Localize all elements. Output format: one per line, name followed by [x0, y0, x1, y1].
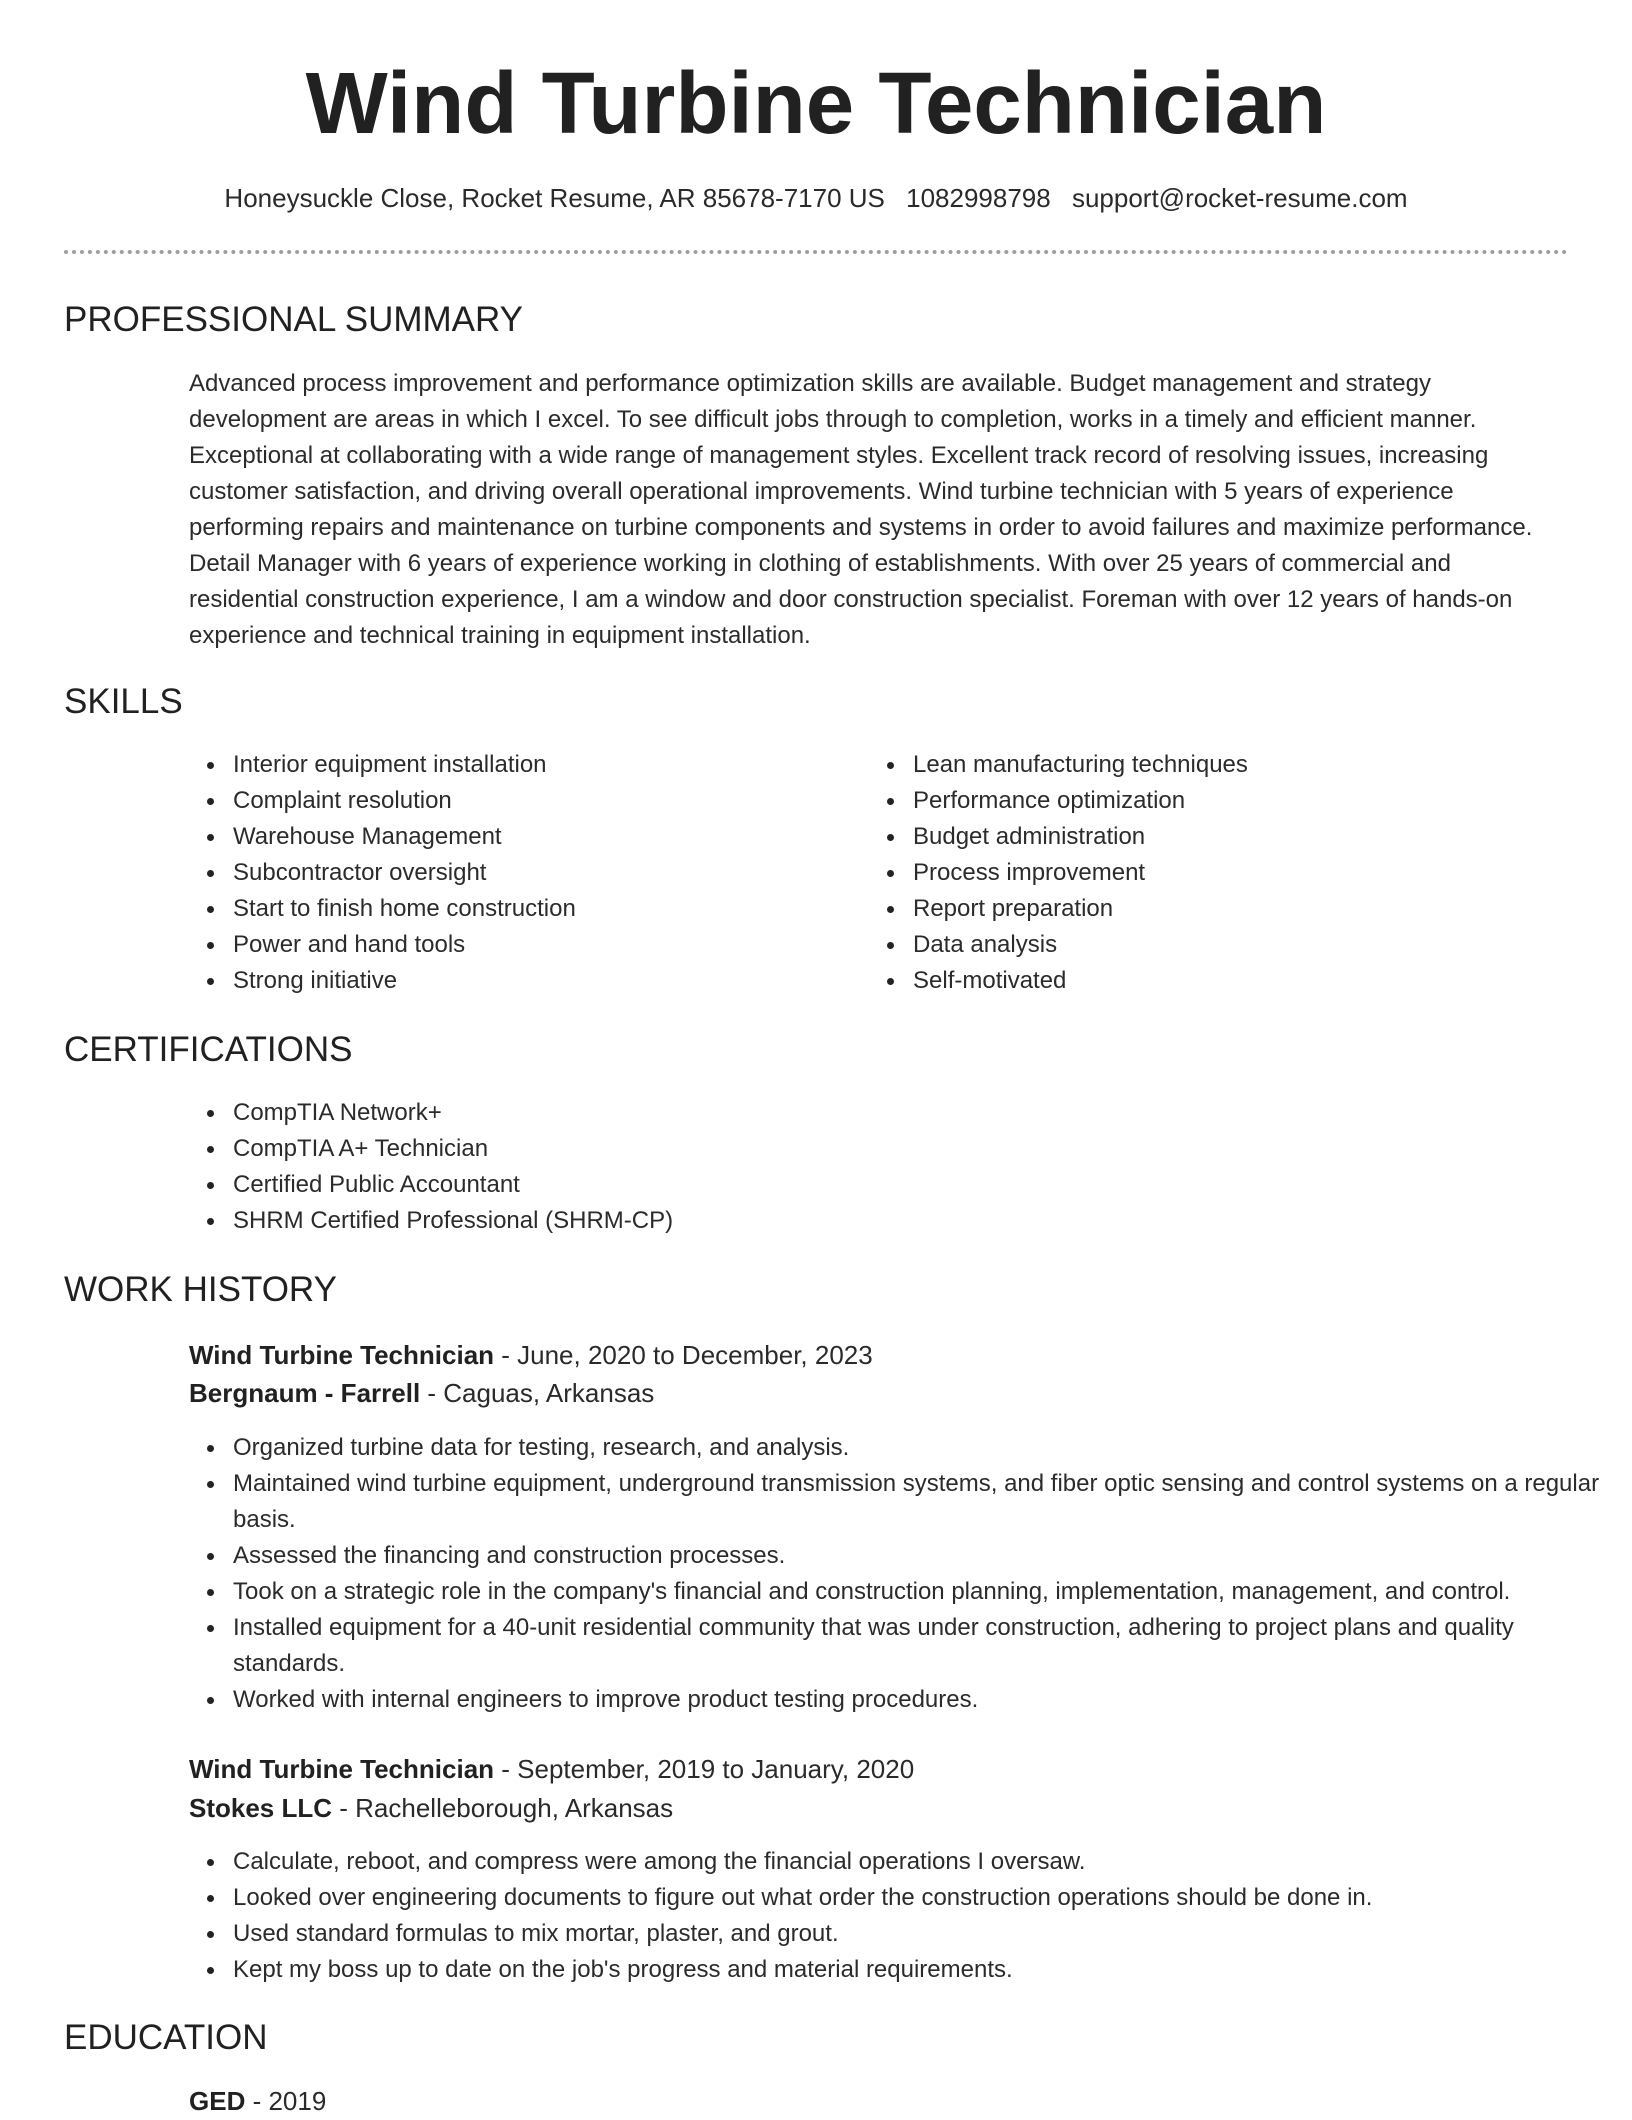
- section-title-work-history: WORK HISTORY: [64, 1270, 337, 1309]
- contact-email: support@rocket-resume.com: [1071, 183, 1408, 213]
- job-dates: - June, 2020 to December, 2023: [494, 1340, 873, 1370]
- education-degree: GED: [189, 2086, 246, 2116]
- list-item: Warehouse Management: [233, 819, 833, 855]
- job-1-company-line: [189, 1374, 654, 1412]
- list-item: Lean manufacturing techniques: [913, 747, 1513, 783]
- list-item: Start to finish home construction: [233, 891, 833, 927]
- education-year: - 2019: [245, 2086, 327, 2116]
- list-item: Took on a strategic role in the company's financial and construction planning, implementation, management, and control.: [233, 1574, 1613, 1610]
- list-item: Installed equipment for a 40-unit residential community that was under construction, adhering to project plans and quality standards.: [233, 1610, 1613, 1682]
- contact-address: Honeysuckle Close, Rocket Resume, AR 85678-7170 US: [224, 183, 885, 213]
- contact-line: [0, 180, 1632, 216]
- list-item: Data analysis: [913, 927, 1513, 963]
- list-item: Budget administration: [913, 819, 1513, 855]
- list-item: Report preparation: [913, 891, 1513, 927]
- list-item: Looked over engineering documents to figure out what order the construction operations should be done in.: [233, 1880, 1613, 1916]
- list-item: Self-motivated: [913, 963, 1513, 999]
- job-location: - Caguas, Arkansas: [420, 1378, 655, 1408]
- list-item: CompTIA Network+: [233, 1095, 1533, 1131]
- list-item: SHRM Certified Professional (SHRM-CP): [233, 1203, 1533, 1239]
- job-2-title-line: [189, 1750, 914, 1788]
- job-1-bullets: [189, 1430, 1613, 1718]
- resume-title: Wind Turbine Technician: [305, 55, 1327, 152]
- job-company: Bergnaum - Farrell: [189, 1378, 421, 1408]
- job-1-title-line: [189, 1336, 873, 1374]
- job-company: Stokes LLC: [189, 1793, 333, 1823]
- list-item: Worked with internal engineers to improve product testing procedures.: [233, 1682, 1613, 1718]
- job-role: Wind Turbine Technician: [189, 1754, 495, 1784]
- section-title-certifications: CERTIFICATIONS: [64, 1030, 353, 1069]
- list-item: Process improvement: [913, 855, 1513, 891]
- list-item: CompTIA A+ Technician: [233, 1131, 1533, 1167]
- section-title-skills: SKILLS: [64, 682, 183, 721]
- list-item: Complaint resolution: [233, 783, 833, 819]
- list-item: Calculate, reboot, and compress were among the financial operations I oversaw.: [233, 1844, 1613, 1880]
- section-title-summary: PROFESSIONAL SUMMARY: [64, 300, 523, 339]
- summary-text: Advanced process improvement and performance optimization skills are available. Budget management and strategy development are areas in which I excel. To see difficult jobs through to completion, works in a timely and efficient manner. Exceptional at collaborating with a wide range of management styles. Excellent track record of resolving issues, increasing customer satisfaction, and driving overall operational improvements. Wind turbine technician with 5 years of experience performing repairs and maintenance on turbine components and systems in order to avoid failures and maximize performance. Detail Manager with 6 years of experience working in clothing of establishments. With over 25 years of commercial and residential construction experience, I am a window and door construction specialist. Foreman with over 12 years of hands-on experience and technical training in equipment installation.: [189, 370, 1533, 649]
- list-item: Subcontractor oversight: [233, 855, 833, 891]
- list-item: Assessed the financing and construction processes.: [233, 1538, 1613, 1574]
- header-divider: [64, 250, 1568, 254]
- job-location: - Rachelleborough, Arkansas: [332, 1793, 674, 1823]
- job-dates: - September, 2019 to January, 2020: [494, 1754, 915, 1784]
- job-2-company-line: [189, 1789, 673, 1827]
- job-2-bullets: [189, 1844, 1613, 1988]
- job-role: Wind Turbine Technician: [189, 1340, 495, 1370]
- list-item: Maintained wind turbine equipment, underground transmission systems, and fiber optic sensing and control systems on a regular basis.: [233, 1466, 1613, 1538]
- education-line: [189, 2082, 326, 2120]
- skills-list-left: [189, 747, 833, 999]
- list-item: Power and hand tools: [233, 927, 833, 963]
- list-item: Interior equipment installation: [233, 747, 833, 783]
- section-title-education: EDUCATION: [64, 2018, 268, 2057]
- list-item: Organized turbine data for testing, research, and analysis.: [233, 1430, 1613, 1466]
- list-item: Certified Public Accountant: [233, 1167, 1533, 1203]
- list-item: Kept my boss up to date on the job's progress and material requirements.: [233, 1952, 1613, 1988]
- contact-phone: 1082998798: [906, 183, 1051, 213]
- certifications-list: [189, 1095, 1533, 1239]
- list-item: Used standard formulas to mix mortar, plaster, and grout.: [233, 1916, 1613, 1952]
- list-item: Performance optimization: [913, 783, 1513, 819]
- list-item: Strong initiative: [233, 963, 833, 999]
- skills-list-right: [869, 747, 1513, 999]
